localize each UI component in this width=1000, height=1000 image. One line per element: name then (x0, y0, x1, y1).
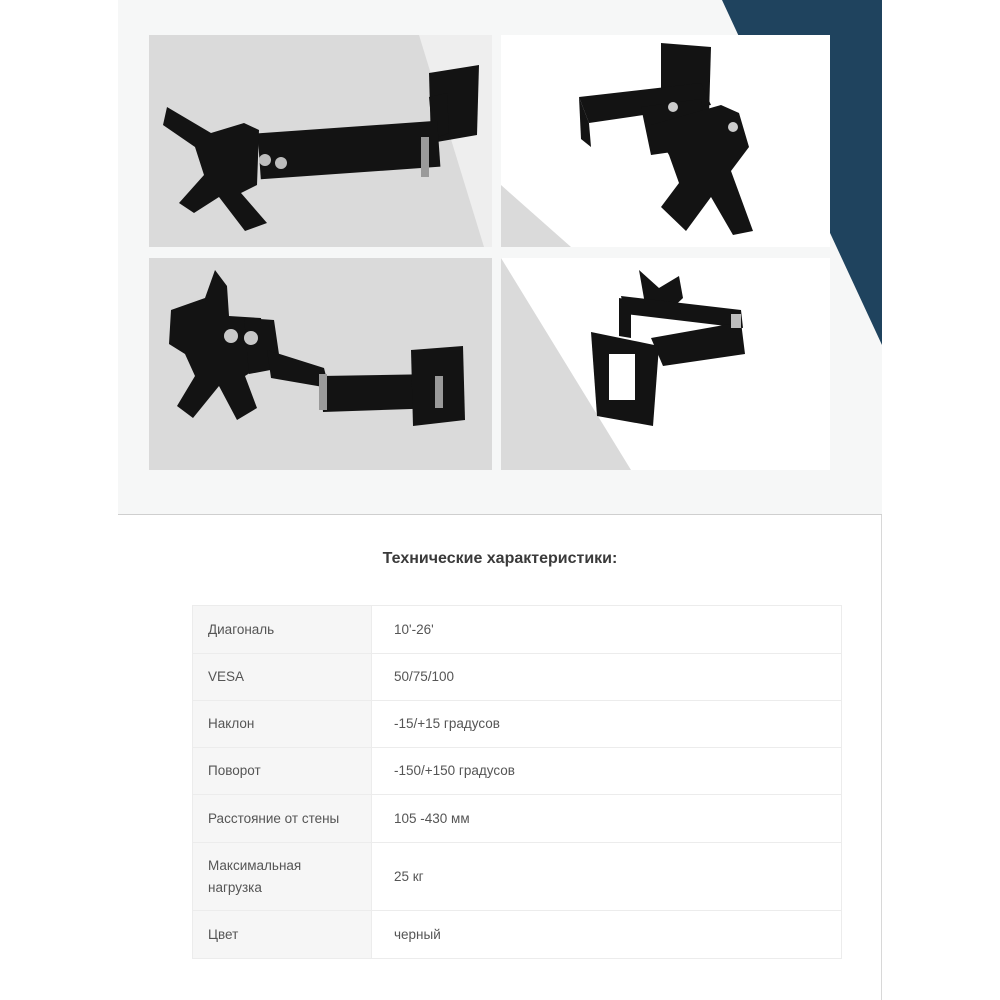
table-row (193, 748, 842, 795)
mount-photo-extended[interactable] (149, 258, 492, 470)
border-line (881, 515, 882, 1000)
specs-table (192, 605, 842, 959)
spec-value: -15/+15 градусов (372, 701, 842, 748)
mount-photo-side-angled[interactable] (501, 35, 830, 247)
spec-label: VESA (193, 654, 372, 701)
table-row (193, 843, 842, 911)
spec-value: 105 -430 мм (372, 795, 842, 843)
section-divider (118, 514, 882, 515)
spec-label: Поворот (193, 748, 372, 795)
spec-label: Диагональ (193, 606, 372, 654)
table-row (193, 701, 842, 748)
spec-label: Наклон (193, 701, 372, 748)
spec-value: 25 кг (372, 843, 842, 911)
spec-value: 50/75/100 (372, 654, 842, 701)
spec-value: -150/+150 градусов (372, 748, 842, 795)
specs-title: Технические характеристики: (382, 550, 618, 567)
product-gallery (118, 0, 882, 515)
table-row (193, 795, 842, 843)
spec-value: 10'-26' (372, 606, 842, 654)
table-row (193, 911, 842, 959)
spec-label: Расстояние от стены (193, 795, 372, 843)
spec-value: черный (372, 911, 842, 959)
spec-label: Максимальная нагрузка (193, 843, 372, 911)
spec-label: Цвет (193, 911, 372, 959)
mount-photo-front-left[interactable] (149, 35, 492, 247)
mount-photo-wall-plate[interactable] (501, 258, 830, 470)
table-row (193, 654, 842, 701)
table-row (193, 606, 842, 654)
